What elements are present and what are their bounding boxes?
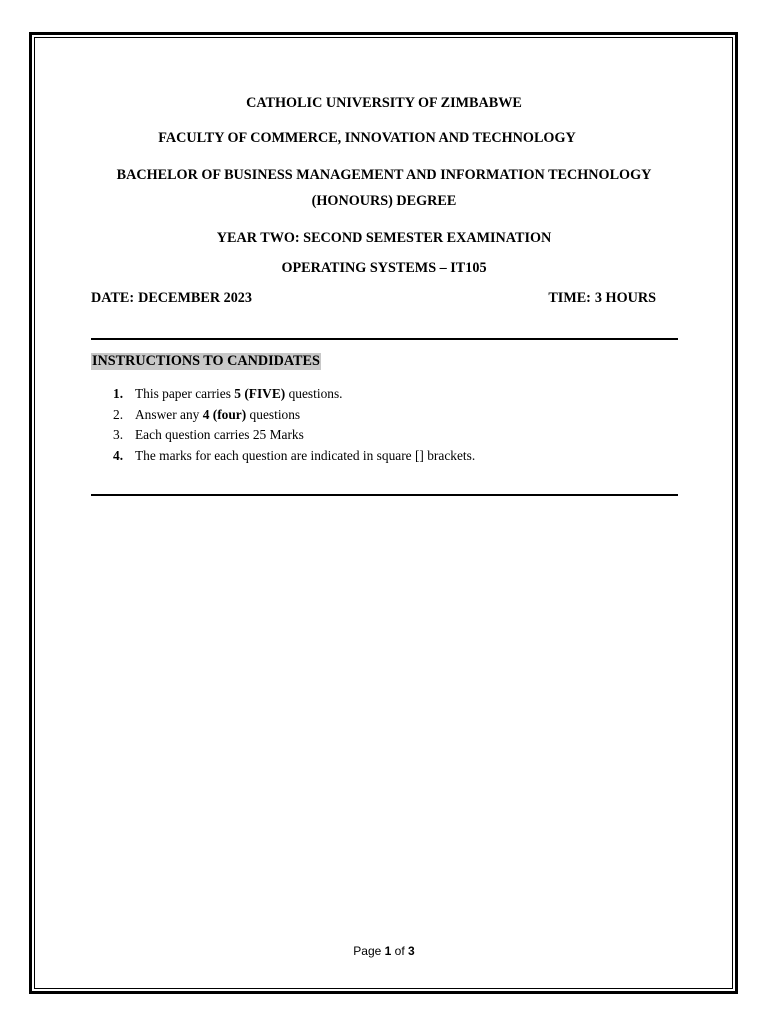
instructions-list (113, 384, 475, 467)
item-number: 1. (113, 386, 124, 401)
list-item (113, 425, 475, 446)
item-text: Each question carries 25 Marks (135, 427, 304, 443)
item-emphasis: 5 (FIVE) (234, 386, 286, 401)
date-label: DATE: (91, 290, 135, 306)
time-value: 3 HOURS (594, 290, 656, 306)
course-title: OPERATING SYSTEMS – IT105 (281, 260, 487, 276)
exam-duration (548, 289, 656, 307)
item-text: The marks for each question are indicated in square [] brackets. (135, 448, 476, 464)
date-value: DECEMBER 2023 (138, 290, 252, 306)
total-pages: 3 (408, 944, 415, 958)
page-number-footer (0, 943, 768, 959)
divider-bottom (91, 494, 678, 496)
instructions-title: INSTRUCTIONS TO CANDIDATES (92, 353, 320, 369)
programme-title-line2: (HONOURS) DEGREE (311, 193, 457, 209)
exam-title: YEAR TWO: SECOND SEMESTER EXAMINATION (216, 230, 552, 246)
current-page: 1 (384, 944, 392, 958)
item-text-end: questions. (285, 386, 343, 401)
time-label: TIME: (548, 290, 591, 306)
page-word: Page (353, 944, 382, 958)
university-name: CATHOLIC UNIVERSITY OF ZIMBABWE (246, 95, 522, 111)
item-text: This paper carries (135, 386, 235, 401)
faculty-name: FACULTY OF COMMERCE, INNOVATION AND TECHNOLOGY (158, 130, 576, 146)
list-item (113, 405, 475, 426)
item-text-end: questions (246, 406, 301, 422)
list-item (113, 384, 475, 405)
item-emphasis: 4 (four) (202, 406, 247, 422)
item-number: 4. (113, 448, 124, 464)
item-number: 3. (113, 427, 124, 443)
of-word: of (394, 944, 405, 958)
programme-title-line1: BACHELOR OF BUSINESS MANAGEMENT AND INFORMATION TECHNOLOGY (116, 167, 652, 183)
item-text: Answer any (135, 406, 203, 422)
item-number: 2. (113, 406, 124, 422)
divider-top (91, 338, 678, 340)
exam-date (91, 289, 252, 307)
list-item (113, 446, 475, 467)
